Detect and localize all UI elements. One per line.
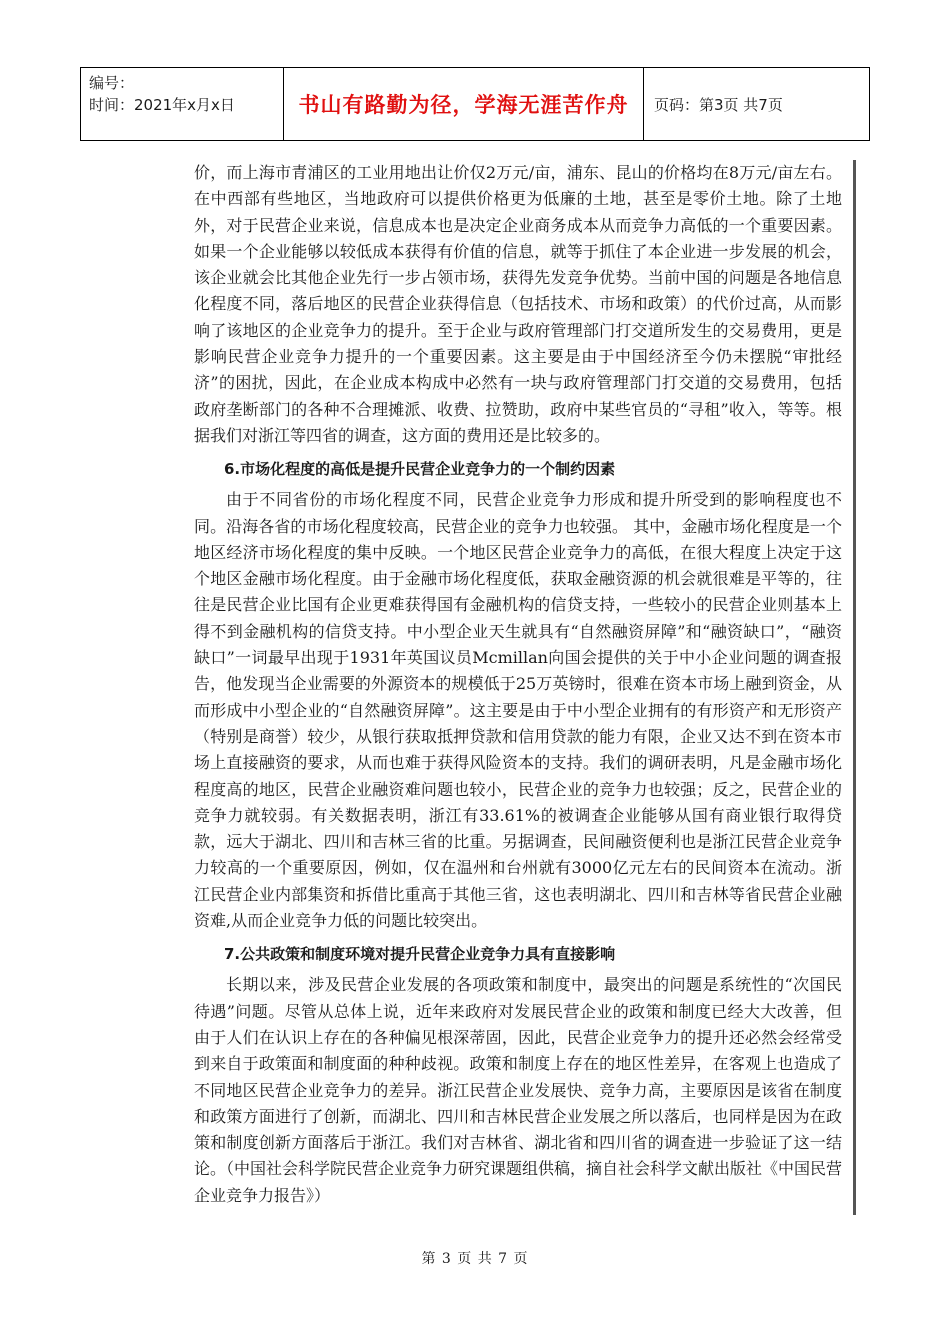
section-heading-7: 7.公共政策和制度环境对提升民营企业竞争力具有直接影响 xyxy=(224,945,616,964)
paragraph-policy: 长期以来，涉及民营企业发展的各项政策和制度中，最突出的问题是系统性的“次国民待遇”问题。尽管从总体上说，近年来政府对发展民营企业的政策和制度已经大大改善，但由于人们在认识上存在的各种偏见根深蒂固，因此，民营企业竞争力的提升还必然会经常受到来自于政策面和制度面的种种歧视。政策和制度上存在的地区性差异，在客观上也造成了不同地区民营企业竞争力的差异。浙江民营企业发展快、竞争力高，主要原因是该省在制度和政策方面进行了创新，而湖北、四川和吉林民营企业发展之所以落后，也同样是因为在政策和制度创新方面落后于浙江。我们对吉林省、湖北省和四川省的调查进一步验证了这一结论。（中国社会科学院民营企业竞争力研究课题组供稿，摘自社会科学文献出版社《中国民营企业竞争力报告》） xyxy=(194,975,843,1205)
paragraph-market: 由于不同省份的市场化程度不同，民营企业竞争力形成和提升所受到的影响程度也不同。沿海各省的市场化程度较高，民营企业的竞争力也较强。 其中，金融市场化程度是一个地区经济市场化程度的集中反映。一个地区民营企业竞争力的高低，在很大程度上决定于这个地区金融市场化程度。由于金融市场化程度低，获取金融资源的机会就很难是平等的，往往是民营企业比国有企业更难获得国有金融机构的信贷支持，一些较小的民营企业则基本上得不到金融机构的信贷支持。中小型企业天生就具有“自然融资屏障”和“融资缺口”，“融资缺口”一词最早出现于1931年英国议员Mcmillan向国会提供的关于中小企业问题的调查报告，他发现当企业需要的外源资本的规模低于25万英镑时，很难在资本市场上融到资金，从而形成中小型企业的“自然融资屏障”。这主要是由于中小型企业拥有的有形资产和无形资产（特别是商誉）较少，从银行获取抵押贷款和信用贷款的能力有限，企业又达不到在资本市场上直接融资的要求，从而也难于获得风险资本的支持。我们的调研表明，凡是金融市场化程度高的地区，民营企业融资难问题也较小，民营企业的竞争力也较强；反之，民营企业的竞争力就较弱。有关数据表明，浙江有33.61%的被调查企业能够从国有商业银行取得贷款，远大于湖北、四川和吉林三省的比重。另据调查，民间融资便利也是浙江民营企业竞争力较高的一个重要原因，例如，仅在温州和台州就有3000亿元左右的民间资本在流动。浙江民营企业内部集资和拆借比重高于其他三省，这也表明湖北、四川和吉林等省民营企业融资难,从而企业竞争力低的问题比较突出。 xyxy=(194,490,842,931)
section-heading-6: 6.市场化程度的高低是提升民营企业竞争力的一个制约因素 xyxy=(224,460,616,479)
paragraph-continued: 价，而上海市青浦区的工业用地出让价仅2万元/亩，浦东、昆山的价格均在8万元/亩左右。在中西部有些地区，当地政府可以提供价格更为低廉的土地，甚至是零价土地。除了土地外，对于民营企业来说，信息成本也是决定企业商务成本从而竞争力高低的一个重要因素。如果一个企业能够以较低成本获得有价值的信息，就等于抓住了本企业进一步发展的机会，该企业就会比其他企业先行一步占领市场，获得先发竞争优势。当前中国的问题是各地信息化程度不同，落后地区的民营企业获得信息（包括技术、市场和政策）的代价过高，从而影响了该地区的企业竞争力的提升。至于企业与政府管理部门打交道所发生的交易费用，更是影响民营企业竞争力提升的一个重要因素。这主要是由于中国经济至今仍未摆脱“审批经济”的困扰，因此，在企业成本构成中必然有一块与政府管理部门打交道的交易费用，包括政府垄断部门的各种不合理摊派、收费、拉赞助，政府中某些官员的“寻租”收入，等等。根据我们对浙江等四省的调查，这方面的费用还是比较多的。 xyxy=(194,163,842,445)
header-motto: 书山有路勤为径，学海无涯苦作舟 xyxy=(284,68,644,140)
document-number-label: 编号： xyxy=(89,74,135,92)
page-footer: 第 3 页 共 7 页 xyxy=(421,1251,529,1267)
document-body xyxy=(194,160,842,1209)
document-time-label: 时间：2021年x月x日 xyxy=(89,96,235,114)
header-meta xyxy=(81,68,284,140)
right-margin-rule xyxy=(853,160,856,1215)
page-header xyxy=(80,67,870,141)
header-page-info: 页码：第3页 共7页 xyxy=(654,95,783,114)
